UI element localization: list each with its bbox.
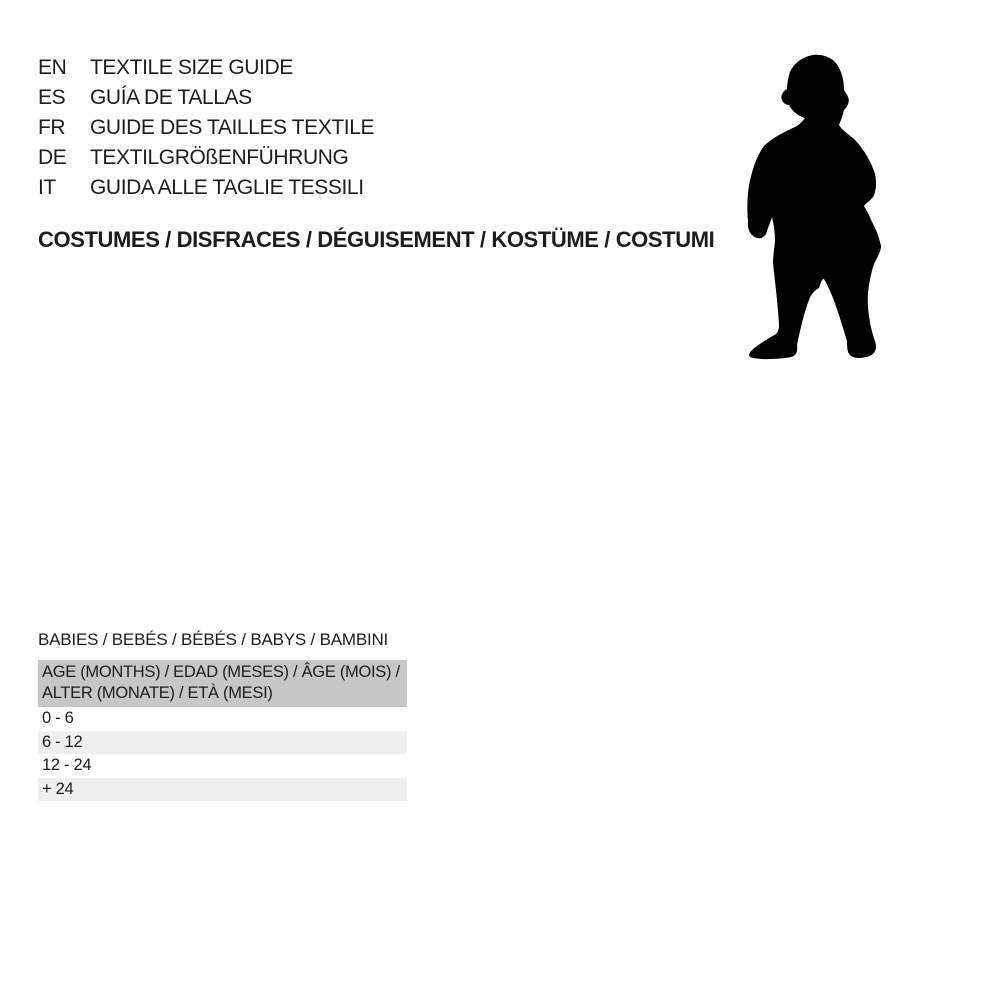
age-table-header <box>38 660 407 707</box>
language-code: EN <box>38 56 67 79</box>
language-code: IT <box>38 176 56 199</box>
language-row-it <box>38 173 374 203</box>
language-code: FR <box>38 116 66 139</box>
age-table-row: 12 - 24 <box>42 756 92 774</box>
baby-silhouette-illustration <box>747 53 885 361</box>
age-size-table <box>38 660 407 801</box>
age-table-header-line: AGE (MONTHS) / EDAD (MESES) / ÂGE (MOIS) / <box>42 663 400 681</box>
age-table-row: 0 - 6 <box>42 709 74 727</box>
guide-title: TEXTILE SIZE GUIDE <box>90 56 293 79</box>
guide-title: GUIDA ALLE TAGLIE TESSILI <box>90 176 364 199</box>
language-row-de <box>38 143 374 173</box>
category-heading: COSTUMES / DISFRACES / DÉGUISEMENT / KOSTÜME / COSTUMI <box>38 227 715 252</box>
age-table-row: + 24 <box>38 778 407 802</box>
guide-title: GUÍA DE TALLAS <box>90 86 252 109</box>
guide-title: TEXTILGRÖßENFÜHRUNG <box>90 146 349 169</box>
language-title-block <box>38 53 374 203</box>
toddler-silhouette-icon <box>747 53 885 361</box>
toddler-silhouette-path <box>747 55 881 359</box>
age-table-header-line: ALTER (MONATE) / ETÀ (MESI) <box>42 684 273 702</box>
language-row-en <box>38 53 374 83</box>
language-row-fr <box>38 113 374 143</box>
language-code: ES <box>38 86 66 109</box>
language-code: DE <box>38 146 67 169</box>
age-table-row: 6 - 12 <box>38 731 407 755</box>
language-row-es <box>38 83 374 113</box>
babies-section-heading: BABIES / BEBÉS / BÉBÉS / BABYS / BAMBINI <box>38 630 389 649</box>
guide-title: GUIDE DES TAILLES TEXTILE <box>90 116 375 139</box>
